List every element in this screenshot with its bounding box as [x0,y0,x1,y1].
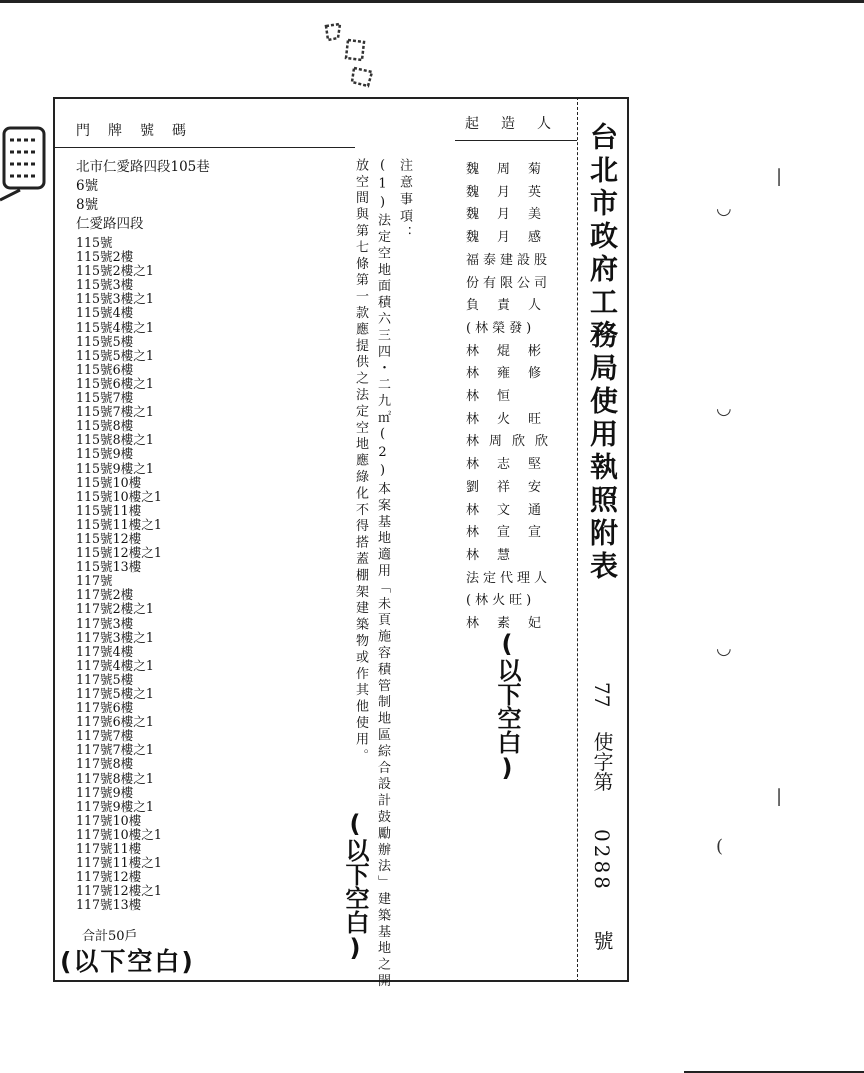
notes-heading: 注意事項： [397,158,412,243]
address-entry: 117號6樓之1 [76,714,154,730]
address-entry: 117號10樓之1 [76,826,162,842]
address-entry: 115號10樓之1 [76,488,162,504]
address-entry: 115號5樓之1 [76,347,154,363]
address-entry: 117號6樓 [76,700,134,716]
address-entry: 117號9樓 [76,784,134,800]
applicant-entry: 林慧 [466,547,529,563]
permit-serial: 0288 [590,829,614,893]
address-line: 北市仁愛路四段105巷 [76,159,210,175]
address-entry: 117號3樓之1 [76,629,154,645]
address-entry: 117號5樓之1 [76,686,154,701]
applicant-entry: 魏月感 [466,230,560,246]
address-entry: 115號7樓之1 [76,404,154,420]
address-entry: 115號12樓 [76,530,142,546]
applicant-entry: 林焜彬 [466,343,560,359]
address-entry: 115號2樓 [76,249,134,265]
address-entry: 115號3樓之1 [76,291,154,307]
address-entry: 115號8樓 [76,418,134,434]
applicant-entry: 魏月美 [466,207,560,223]
address-column-header: 門牌號碼 [76,123,204,139]
address-entry: 115號12樓之1 [76,545,162,561]
applicant-entry: 劉祥安 [466,479,560,495]
scan-mark: ◡ [716,398,732,419]
applicant-entry: 法定代理人 [466,570,552,586]
address-entry: 117號7樓 [76,728,134,744]
address-entry: 117號12樓之1 [76,883,162,899]
seal-stamp-left [0,120,50,210]
address-entry: 117號8樓 [76,756,134,772]
applicant-blank-note: (以下空白) [493,630,521,782]
permit-number [592,682,612,950]
address-entry: 117號3樓 [76,615,134,631]
applicant-entry: 魏月英 [466,184,560,200]
address-entry: 115號4樓之1 [76,319,154,335]
scan-mark: | [776,786,783,807]
address-entry: 117號10樓 [76,812,142,828]
address-entry: 117號9樓之1 [76,798,154,814]
applicant-entry: 林宣宣 [466,525,560,541]
address-entry: 115號7樓 [76,390,134,406]
address-entry: 117號4樓 [76,643,134,659]
address-line: 仁愛路四段 [76,216,144,232]
address-entry: 115號9樓 [76,446,134,462]
address-line: 8號 [76,197,99,213]
address-entry: 117號2樓 [76,587,134,603]
applicant-entry: 林志堅 [466,457,560,473]
address-list [76,236,162,913]
applicant-entry: (林榮發) [466,320,536,336]
address-entry: 115號5樓 [76,333,134,349]
address-entry: 115號11樓之1 [76,516,162,532]
address-blank-note: (以下空白) [60,947,195,976]
address-entry: 117號13樓 [76,897,142,913]
scan-mark: | [776,166,783,187]
applicant-entry: 林周欣欣 [466,434,559,450]
permit-year: 77 [590,682,614,708]
address-header-rule [55,147,355,148]
scan-mark: ◡ [716,638,732,659]
address-entry: 117號5樓 [76,671,134,687]
top-scan-edge [0,0,864,3]
permit-prefix: 使字第 [590,731,614,792]
applicant-header-rule [455,140,577,141]
address-entry: 117號11樓之1 [76,855,162,871]
scan-mark: ( [716,836,724,857]
address-entry: 115號10樓 [76,474,142,490]
address-entry: 115號13樓 [76,559,142,575]
address-entry: 115號 [76,235,113,250]
scan-mark: ◡ [716,198,732,219]
applicant-entry: 份有限公司 [466,275,552,291]
address-entry: 115號6樓 [76,361,134,377]
address-entry: 117號7樓之1 [76,742,154,758]
address-total: 合計50戶 [82,929,138,944]
applicant-header: 起造人 [465,116,573,132]
notes-blank-note: (以下空白) [341,810,369,962]
address-entry: 115號2樓之1 [76,263,154,279]
seal-stamp-top [318,20,378,90]
address-entry: 115號8樓之1 [76,432,154,448]
address-entry: 117號12樓 [76,869,142,885]
address-entry: 115號6樓之1 [76,375,154,391]
applicant-entry: 福泰建設股 [466,252,552,268]
address-entry: 117號 [76,573,113,589]
address-line: 6號 [76,178,99,194]
notes-column-2: 放空間與第七條第一款應提供之法定空地應綠化不得搭蓋棚架建築物或作其他使用。 [353,158,368,765]
address-entry: 115號9樓之1 [76,460,154,476]
title-separator [577,97,578,982]
address-entry: 117號4樓之1 [76,657,154,673]
notes-column-1: (1)法定空地面積六三四・二九㎡(2)本案基地適用「未頁施容積管制地區綜合設計鼓勵辦法」建築基地之開 [375,158,390,990]
applicant-entry: 魏周菊 [466,162,560,177]
applicant-entry: (林火旺) [466,593,536,609]
address-entry: 115號11樓 [76,502,142,518]
applicant-entry: 林火旺 [466,411,560,427]
address-entry: 115號3樓 [76,277,134,293]
address-entry: 117號11樓 [76,841,142,857]
applicant-entry: 林恒 [466,389,529,404]
address-entry: 115號4樓 [76,305,134,321]
applicant-entry: 負責人 [466,298,560,314]
permit-suffix: 號 [590,930,614,951]
address-top-list [76,158,210,234]
applicant-entry: 林素妃 [466,616,560,631]
document-title: 台北市政府工務局使用執照附表 [586,122,619,584]
applicant-entry: 林雍修 [466,366,560,382]
address-entry: 117號2樓之1 [76,601,154,617]
applicant-entry: 林文通 [466,502,560,518]
address-entry: 117號8樓之1 [76,770,154,786]
